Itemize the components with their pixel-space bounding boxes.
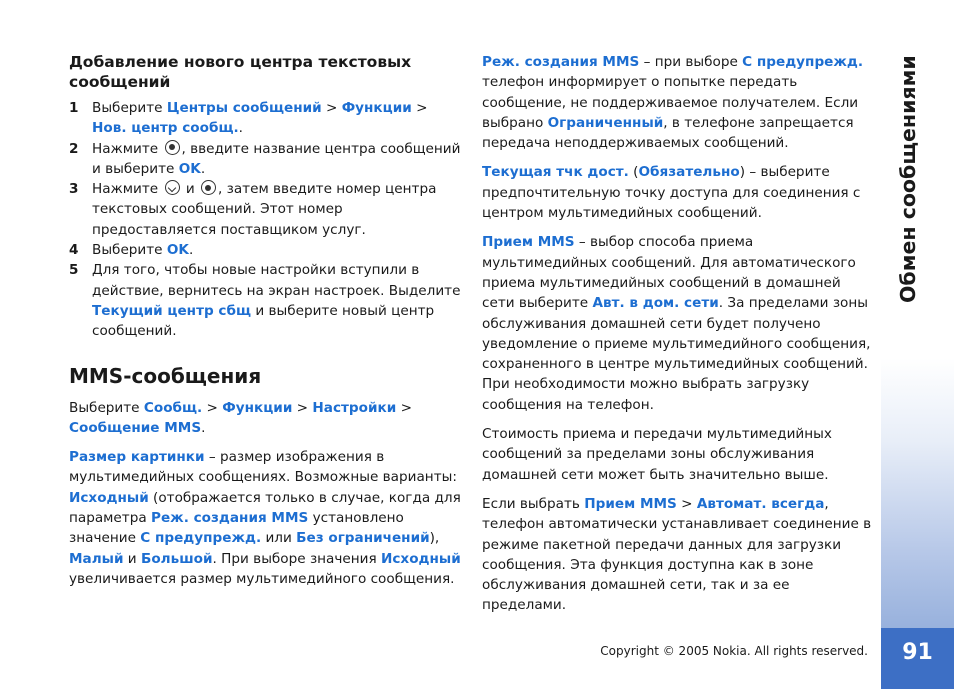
step-3	[69, 179, 462, 240]
access-point-paragraph	[482, 162, 874, 223]
cost-paragraph	[482, 424, 874, 485]
step-number: 1	[69, 100, 79, 116]
step-text: Нажмите	[92, 140, 163, 157]
para-text: Выберите	[69, 399, 144, 416]
copyright-notice: Copyright © 2005 Nokia. All rights reserved.	[600, 644, 868, 658]
step-text: >	[321, 100, 342, 116]
term-always-automatic: Автомат. всегда	[696, 495, 825, 512]
term-access-point: Текущая тчк дост.	[482, 164, 629, 181]
select-key-icon	[165, 140, 180, 155]
step-text: .	[188, 242, 194, 259]
subsection-heading: Добавление нового центра текстовых сообщений	[69, 53, 412, 91]
term-small: Малый	[69, 550, 124, 567]
para-text: . При выборе значения	[212, 550, 381, 567]
step-text: , введите название центра сообщений и выберите	[92, 140, 461, 177]
para-text: установлено значение	[69, 510, 404, 547]
right-column	[482, 52, 874, 625]
para-text: . За пределами зоны обслуживания домашней сети будет получено уведомление о приеме мультимедийного сообщения, сохраненного в центре мультимедийных сообщений. При необходимости можно выбрать загрузку сообщения на телефон.	[482, 295, 871, 413]
term-image-size: Размер картинки	[69, 449, 205, 466]
step-text: Для того, чтобы новые настройки вступили в действие, вернитесь на экран настроек. Выделите	[92, 262, 461, 299]
step-5	[69, 260, 462, 341]
step-text: и выберите новый центр сообщений.	[92, 302, 435, 340]
para-text: ) – выберите предпочтительную точку доступа для соединения с центром мультимедийных сообщений.	[482, 164, 861, 222]
step-2	[69, 139, 462, 180]
scroll-down-key-icon	[165, 180, 180, 195]
term-guided: С предупрежд.	[742, 54, 864, 70]
mms-retrieval-paragraph	[482, 232, 874, 415]
always-auto-paragraph	[482, 494, 874, 616]
step-number: 4	[69, 242, 79, 259]
para-text: или	[261, 530, 297, 547]
para-text: , телефон автоматически устанавливает соединение в режиме пакетной передачи данных для загрузки сообщения. Эта функция доступна как в зоне обслуживания домашней сети, так и за ее пределами.	[482, 495, 872, 614]
mms-path-paragraph	[69, 398, 462, 439]
menu-item-messaging: Сообщ.	[143, 399, 203, 416]
term-required: Обязательно	[638, 164, 740, 181]
creation-mode-paragraph	[482, 52, 874, 153]
step-4	[69, 240, 462, 260]
para-text: .	[201, 419, 206, 436]
menu-item-options: Функции	[341, 100, 412, 116]
menu-item-options: Функции	[222, 399, 293, 416]
step-1	[69, 98, 462, 139]
menu-item-ok: OK	[166, 242, 189, 259]
step-text: и	[181, 181, 199, 198]
step-number: 2	[69, 140, 79, 157]
para-text: >	[292, 399, 313, 416]
step-text: Выберите	[92, 242, 167, 259]
step-text: Выберите	[92, 100, 167, 116]
page-number: 91	[902, 640, 933, 665]
image-size-paragraph	[69, 447, 462, 589]
para-text: >	[676, 495, 697, 512]
chapter-title: Обмен сообщениями	[896, 55, 920, 303]
para-text: телефон информирует о попытке передать сообщение, не поддерживаемое получателем. Если выбрано	[482, 74, 859, 131]
term-creation-mode: Реж. создания MMS	[151, 510, 309, 527]
para-text: (отображается только в случае, когда для параметра	[69, 489, 461, 527]
term-restricted: Ограниченный	[547, 114, 664, 131]
menu-item-mms-message: Сообщение MMS	[69, 419, 202, 436]
para-text: – размер изображения в мультимедийных сообщениях. Возможные варианты:	[69, 449, 457, 486]
menu-item-settings: Настройки	[312, 399, 397, 416]
select-key-icon	[201, 180, 216, 195]
term-guided: С предупрежд.	[140, 530, 262, 547]
term-auto-home-network: Авт. в дом. сети	[592, 295, 719, 312]
para-text: >	[396, 399, 412, 416]
menu-item-new-centre: Нов. центр сообщ.	[92, 120, 239, 137]
section-heading: MMS-сообщения	[69, 363, 262, 388]
menu-item-current-centre: Текущий центр сбщ	[92, 302, 251, 319]
para-text: Стоимость приема и передачи мультимедийных сообщений за пределами зоны обслуживания домашней сети может быть значительно выше.	[482, 426, 832, 483]
step-text: .	[200, 160, 206, 177]
term-original: Исходный	[381, 550, 461, 567]
menu-item-message-centres: Центры сообщений	[166, 100, 322, 116]
term-large: Большой	[140, 550, 213, 567]
term-original: Исходный	[69, 489, 149, 506]
step-text: .	[238, 120, 243, 137]
step-text: Нажмите	[92, 181, 163, 198]
term-mms-retrieval: Прием MMS	[584, 495, 677, 512]
para-text: , в телефоне запрещается передача неподдерживаемых сообщений.	[482, 114, 854, 152]
term-creation-mode: Реж. создания MMS	[482, 54, 640, 70]
para-text: (	[628, 164, 639, 181]
para-text: Если выбрать	[482, 495, 585, 512]
term-free: Без ограничений	[296, 530, 430, 547]
para-text: увеличивается размер мультимедийного сообщения.	[69, 570, 455, 587]
para-text: – выбор способа приема мультимедийных сообщений. Для автоматического приема мультимедийных сообщений в домашней сети выберите	[482, 234, 856, 312]
step-number: 3	[69, 181, 79, 198]
para-text: >	[202, 399, 223, 416]
menu-item-ok: OK	[178, 160, 201, 177]
para-text: – при выборе	[639, 54, 743, 70]
para-text: ),	[429, 530, 440, 547]
para-text: и	[123, 550, 141, 567]
step-text: >	[411, 100, 428, 116]
step-number: 5	[69, 262, 79, 279]
step-text: , затем введите номер центра текстовых сообщений. Этот номер предоставляется поставщиком услуг.	[92, 181, 437, 238]
term-mms-retrieval: Прием MMS	[482, 234, 575, 251]
left-column	[69, 52, 462, 598]
